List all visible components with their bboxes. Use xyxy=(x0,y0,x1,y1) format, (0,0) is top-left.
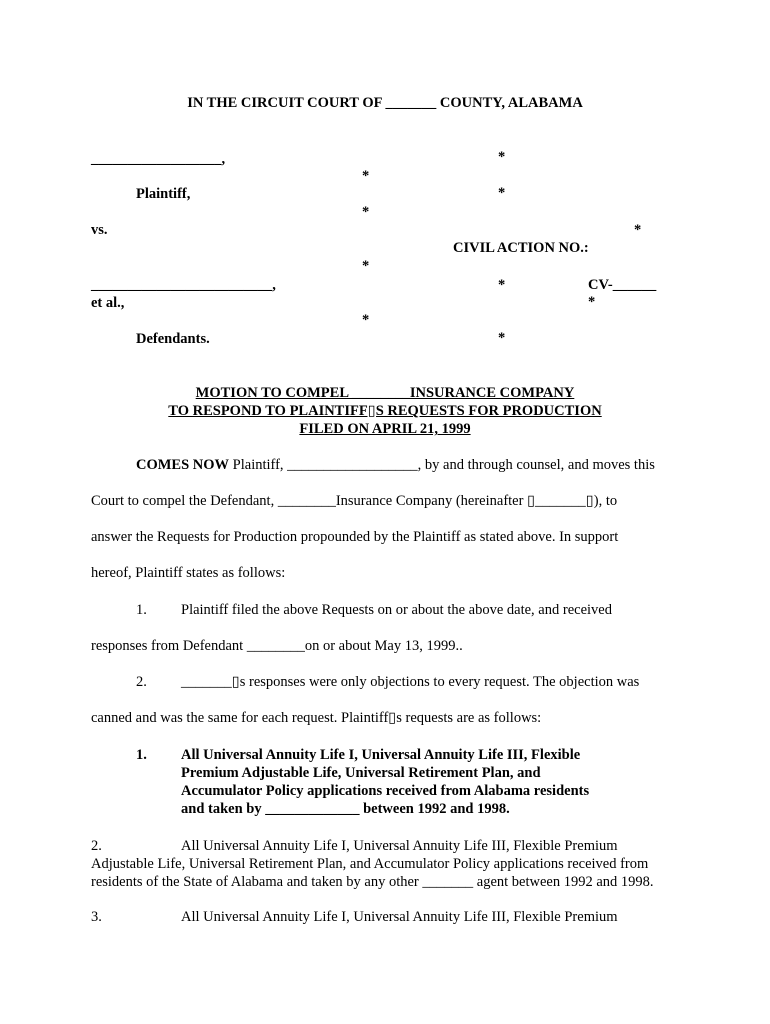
request-line: Premium Adjustable Life, Universal Retirement Plan, and xyxy=(181,765,541,781)
civil-action-label: CIVIL ACTION NO.: xyxy=(453,240,589,256)
request-line: Accumulator Policy applications received from Alabama residents xyxy=(181,783,590,799)
defendant-name-blank: _________________________, xyxy=(91,277,276,293)
paragraph-text: canned and was the same for each request. Plaintiff▯s requests are as follows: xyxy=(91,710,542,726)
caption-star: * xyxy=(498,277,506,293)
caption-star: * xyxy=(362,258,370,274)
court-title: IN THE CIRCUIT COURT OF _______ COUNTY, ALABAMA xyxy=(187,95,583,111)
paragraph-text: Plaintiff filed the above Requests on or about the above date, and received xyxy=(181,602,612,618)
request-line: All Universal Annuity Life I, Universal Annuity Life III, Flexible Premium xyxy=(181,909,618,925)
paragraph-number: 1. xyxy=(136,602,147,618)
plaintiff-label: Plaintiff, xyxy=(136,186,191,202)
caption-star: * xyxy=(498,149,506,165)
caption-star: * xyxy=(362,312,370,328)
motion-title-line-3: FILED ON APRIL 21, 1999 xyxy=(299,421,471,437)
request-2-continuation xyxy=(91,855,654,891)
case-number-label: CV-______ xyxy=(588,277,657,293)
motion-title-line-1: MOTION TO COMPEL ________INSURANCE COMPANY xyxy=(195,385,575,401)
request-number: 1. xyxy=(136,747,147,763)
paragraph-text: responses from Defendant ________on or about May 13, 1999.. xyxy=(91,638,463,654)
caption-star: * xyxy=(588,294,596,310)
request-line: Adjustable Life, Universal Retirement Plan, and Accumulator Policy applications received from xyxy=(91,856,649,872)
caption-star: * xyxy=(498,185,506,201)
caption-star: * xyxy=(498,330,506,346)
vs-label: vs. xyxy=(91,222,108,238)
request-number: 3. xyxy=(91,909,102,925)
comes-now-lead: COMES NOW xyxy=(136,457,230,473)
request-line: All Universal Annuity Life I, Universal Annuity Life III, Flexible xyxy=(181,747,581,763)
request-1-text xyxy=(181,746,589,818)
body-line: hereof, Plaintiff states as follows: xyxy=(91,565,286,581)
caption-star: * xyxy=(634,222,642,238)
request-line: All Universal Annuity Life I, Universal Annuity Life III, Flexible Premium xyxy=(181,838,618,854)
body-line: answer the Requests for Production propounded by the Plaintiff as stated above. In support xyxy=(91,529,619,545)
defendants-label: Defendants. xyxy=(136,331,210,347)
paragraph-text: _______▯s responses were only objections to every request. The objection was xyxy=(181,674,640,690)
comes-now-line xyxy=(136,456,655,474)
caption-star: * xyxy=(362,168,370,184)
paragraph-number: 2. xyxy=(136,674,147,690)
body-line: Court to compel the Defendant, ________Insurance Company (hereinafter ▯_______▯), to xyxy=(91,493,618,509)
request-number: 2. xyxy=(91,838,102,854)
plaintiff-name-blank: __________________, xyxy=(91,151,226,167)
caption-star: * xyxy=(362,204,370,220)
et-al-label: et al., xyxy=(91,295,125,311)
request-line: and taken by _____________ between 1992 and 1998. xyxy=(181,801,510,817)
request-line: residents of the State of Alabama and taken by any other _______ agent between 1992 and 1998. xyxy=(91,874,654,890)
comes-now-text: Plaintiff, __________________, by and through counsel, and moves this xyxy=(229,457,655,473)
motion-title-line-2: TO RESPOND TO PLAINTIFF▯S REQUESTS FOR PRODUCTION xyxy=(168,403,602,419)
